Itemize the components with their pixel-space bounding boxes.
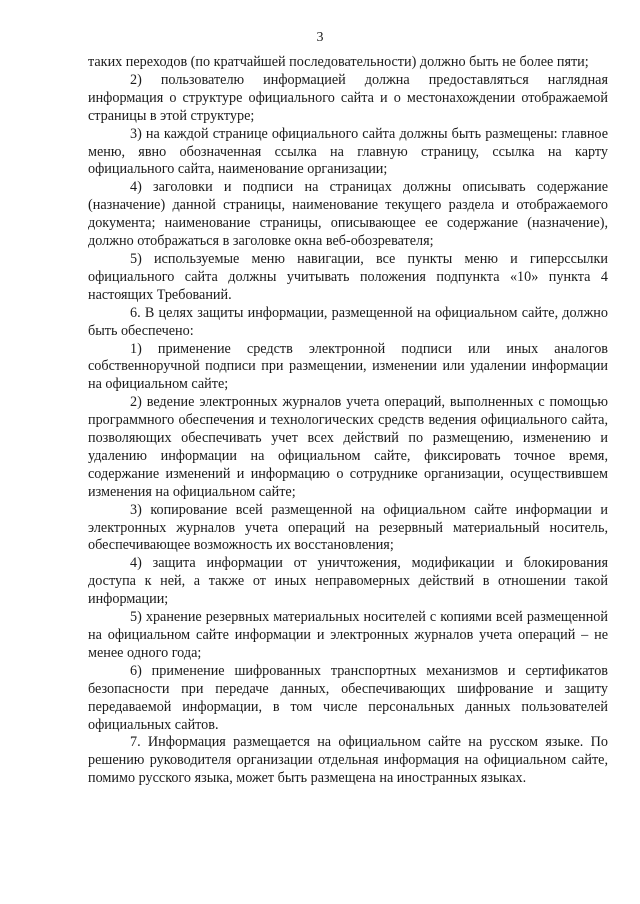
- paragraph-item-3: 3) на каждой странице официального сайта должны быть размещены: главное меню, явно обозначенная ссылка на главную страницу, ссылка на карту официального сайта, наименование организации;: [88, 125, 608, 178]
- paragraph-section-6-item-1: 1) применение средств электронной подписи или иных аналогов собственноручной подписи при размещении, изменении или удалении информации на официальном сайте;: [88, 340, 608, 393]
- paragraph-section-6: 6. В целях защиты информации, размещенной на официальном сайте, должно быть обеспечено:: [88, 304, 608, 339]
- paragraph-item-5: 5) используемые меню навигации, все пункты меню и гиперссылки официального сайта должны учитывать положения подпункта «10» пункта 4 настоящих Требований.: [88, 250, 608, 303]
- paragraph-item-4: 4) заголовки и подписи на страницах должны описывать содержание (назначение) данной страницы, наименование текущего раздела и отображаемого документа; наименование страницы, описывающее ее содержание (назначение), должно отображаться в заголовке окна веб-обозревателя;: [88, 179, 608, 250]
- paragraph-item-2: 2) пользователю информацией должна предоставляться наглядная информация о структуре официального сайта и о местонахождении отображаемой страницы в этой структуре;: [88, 71, 608, 124]
- page-number: 3: [316, 30, 324, 45]
- paragraph-section-6-item-4: 4) защита информации от уничтожения, модификации и блокирования доступа к ней, а также от иных неправомерных действий в отношении такой информации;: [88, 555, 608, 608]
- paragraph-section-6-item-5: 5) хранение резервных материальных носителей с копиями всей размещенной на официальном сайте информации и электронных журналов учета операций – не менее одного года;: [88, 609, 608, 661]
- paragraph-section-7: 7. Информация размещается на официальном сайте на русском языке. По решению руководителя организации отдельная информация на официальном сайте, помимо русского языка, может быть размещена на иностранных языках.: [88, 734, 608, 787]
- document-body: [88, 54, 608, 788]
- paragraph-continuation: таких переходов (по кратчайшей последовательности) должно быть не более пяти;: [88, 54, 589, 70]
- paragraph-section-6-item-2: 2) ведение электронных журналов учета операций, выполненных с помощью программного обеспечения и технологических средств ведения официального сайта, позволяющих обеспечивать учет всех действий по размещению, изменению и удалению информации на официальном сайте, фиксировать точное время, содержание изменений и информацию о сотруднике организации, осуществившем изменения на официальном сайте;: [88, 394, 608, 500]
- paragraph-section-6-item-3: 3) копирование всей размещенной на официальном сайте информации и электронных журналов учета операций на резервный материальный носитель, обеспечивающее возможность их восстановления;: [88, 501, 608, 554]
- paragraph-section-6-item-6: 6) применение шифрованных транспортных механизмов и сертификатов безопасности при передаче данных, обеспечивающих шифрование и защиту передаваемой информации, в том числе персональных данных пользователей официальных сайтов.: [88, 662, 608, 733]
